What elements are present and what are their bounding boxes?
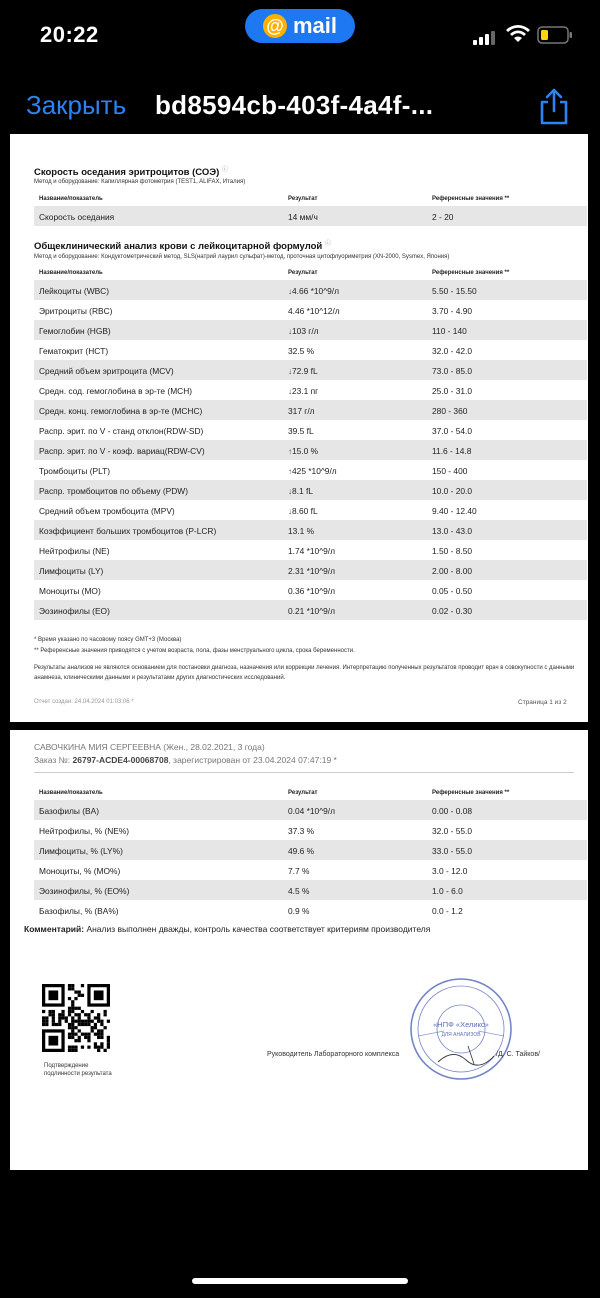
row-name: Средний объем эритроцита (MCV)	[39, 366, 174, 376]
row-result	[288, 426, 314, 436]
result-value: 32.5 %	[288, 346, 315, 356]
info-icon: ⓘ	[221, 167, 228, 173]
result-value: 49.6 %	[288, 846, 315, 856]
row-reference: 5.50 - 15.50	[432, 286, 477, 296]
arrow-down-icon: ↓	[288, 287, 292, 296]
row-reference: 9.40 - 12.40	[432, 506, 477, 516]
row-name: Гемоглобин (HGB)	[39, 326, 111, 336]
arrow-down-icon: ↓	[288, 327, 292, 336]
arrow-down-icon: ↓	[288, 487, 292, 496]
row-reference: 1.0 - 6.0	[432, 886, 463, 896]
row-reference: 73.0 - 85.0	[432, 366, 473, 376]
arrow-up-icon: ↑	[288, 447, 292, 456]
row-result	[288, 526, 314, 536]
row-reference: 11.6 - 14.8	[432, 446, 472, 456]
order-number: 26797-ACDE4-00068708	[72, 755, 169, 765]
row-name: Средн. сод. гемоглобина в эр-те (MCH)	[39, 386, 193, 396]
row-result	[288, 446, 318, 456]
lab-comment: Комментарий: Анализ выполнен дважды, контроль качества соответствует критериям производителя	[24, 924, 431, 934]
result-value: 0.36 *10^9/л	[288, 586, 336, 596]
row-result	[288, 586, 335, 596]
result-value: 103 г/л	[292, 326, 319, 336]
page-number: Страница 1 из 2	[518, 699, 567, 706]
timezone-note: * Время указано по часовому поясу GMT+3 (Москва)	[34, 637, 182, 643]
report-page-1	[10, 134, 588, 722]
mail-app-label: mail	[292, 13, 338, 38]
row-name: Моноциты (MO)	[39, 586, 101, 596]
nav-bar	[0, 82, 600, 134]
row-name: Гематокрит (HCT)	[39, 346, 109, 356]
stamp-sub-text: ДЛЯ АНАЛИЗОВ	[441, 1032, 481, 1038]
row-reference: 1.50 - 8.50	[432, 546, 473, 556]
status-bar	[0, 0, 600, 70]
row-result	[288, 466, 337, 476]
result-value: 8.1 fL	[292, 486, 313, 496]
arrow-up-icon: ↑	[288, 467, 292, 476]
table-row	[34, 280, 587, 300]
table-row	[34, 460, 587, 480]
close-button[interactable]: Закрыть	[26, 90, 127, 120]
table-row	[34, 420, 587, 440]
row-name: Эритроциты (RBC)	[39, 306, 113, 316]
row-reference: 13.0 - 43.0	[432, 526, 473, 536]
esr-table	[34, 192, 587, 226]
result-value: 8.60 fL	[292, 506, 318, 516]
lab-stamp-icon	[408, 976, 514, 1082]
row-reference: 10.0 - 20.0	[432, 486, 473, 496]
row-reference: 0.02 - 0.30	[432, 606, 473, 616]
row-name: Средн. конц. гемоглобина в эр-те (MCHC)	[39, 406, 203, 416]
table-row	[34, 340, 587, 360]
row-reference: 37.0 - 54.0	[432, 426, 473, 436]
share-icon[interactable]	[536, 86, 572, 126]
row-reference: 3.70 - 4.90	[432, 306, 473, 316]
cbc-method: Метод и оборудование: Кондуктометрический метод, SLS(натрий лаурил сульфат)-метод, проточная цитофлуориметрия (XN-2000, Sysmex, Япония)	[34, 254, 450, 260]
row-name: Лимфоциты (LY)	[39, 566, 104, 576]
home-indicator[interactable]	[192, 1278, 408, 1284]
signer-name: /Д. С. Тайков/	[496, 1051, 540, 1058]
row-result	[288, 506, 318, 516]
table-row	[34, 400, 587, 420]
table-row	[34, 440, 587, 460]
row-reference: 3.0 - 12.0	[432, 866, 468, 876]
table-row	[34, 580, 587, 600]
row-result	[288, 806, 335, 816]
info-icon: ⓘ	[324, 241, 331, 247]
row-result	[288, 606, 335, 616]
arrow-down-icon: ↓	[288, 387, 292, 396]
patient-info: САВОЧКИНА МИЯ СЕРГЕЕВНА (Жен., 28.02.2021, 3 года)	[34, 742, 265, 752]
row-reference: 0.0 - 1.2	[432, 906, 463, 916]
row-result	[288, 366, 318, 376]
row-result	[288, 326, 319, 336]
table-row	[34, 560, 587, 580]
row-name: Нейтрофилы (NE)	[39, 546, 110, 556]
row-name: Коэффициент больших тромбоцитов (P-LCR)	[39, 526, 217, 536]
table-row	[34, 600, 587, 620]
result-value: 13.1 %	[288, 526, 315, 536]
table-header: Название/показатель Результат Референсные значения **	[39, 196, 510, 202]
row-name: Лейкоциты (WBC)	[39, 286, 110, 296]
row-result	[288, 386, 318, 396]
row-reference: 0.05 - 0.50	[432, 586, 473, 596]
table-row	[34, 900, 587, 920]
row-name: Эозинофилы, % (EO%)	[39, 886, 130, 896]
row-name: Нейтрофилы, % (NE%)	[39, 826, 130, 836]
row-reference: 25.0 - 31.0	[432, 386, 473, 396]
status-time: 20:22	[40, 22, 99, 47]
row-name: Распр. эрит. по V - коэф. вариац(RDW-CV)	[39, 446, 205, 456]
row-result	[288, 346, 314, 356]
table-row	[34, 480, 587, 500]
esr-method: Метод и оборудование: Капиллярная фотометрия (TEST1, ALIFAX, Италия)	[34, 179, 246, 185]
row-result	[288, 406, 315, 416]
table-row	[34, 840, 587, 860]
table-header: Название/показатель Результат Референсные значения **	[39, 270, 510, 276]
row-reference: 32.0 - 55.0	[432, 826, 473, 836]
row-result	[288, 846, 314, 856]
table-row	[34, 860, 587, 880]
row-name: Средний объем тромбоцита (MPV)	[39, 506, 175, 516]
result-value: 37.3 %	[288, 826, 315, 836]
cbc-table	[34, 266, 587, 620]
table-row	[34, 880, 587, 900]
result-value: 1.74 *10^9/л	[288, 546, 336, 556]
row-reference: 0.00 - 0.08	[432, 806, 473, 816]
result-value: 0.9 %	[288, 906, 310, 916]
result-value: 317 г/л	[288, 406, 315, 416]
result-value: 2.31 *10^9/л	[288, 566, 336, 576]
row-result	[288, 826, 314, 836]
row-reference: 2.00 - 8.00	[432, 566, 473, 576]
row-name: Эозинофилы (EO)	[39, 606, 110, 616]
report-created: Отчет создан: 24.04.2024 01:03:06 *	[34, 699, 134, 705]
table-row	[34, 300, 587, 320]
arrow-down-icon: ↓	[288, 507, 292, 516]
result-value: 23.1 пг	[292, 386, 319, 396]
result-value: 425 *10^9/л	[292, 466, 337, 476]
row-result	[288, 866, 309, 876]
reference-note: ** Референсные значения приводятся с учетом возраста, пола, фазы менструального цикла, срока беременности.	[34, 648, 355, 654]
qr-code-icon[interactable]	[42, 984, 110, 1052]
row-result	[288, 546, 335, 556]
row-name: Моноциты, % (MO%)	[39, 866, 121, 876]
qr-caption: Подтверждение подлинности результата	[44, 1063, 112, 1077]
row-result	[288, 906, 309, 916]
report-page-2	[10, 730, 588, 1170]
row-reference: 33.0 - 55.0	[432, 846, 473, 856]
mail-at-icon: @	[263, 14, 287, 38]
row-reference: 280 - 360	[432, 406, 468, 416]
disclaimer: Результаты анализов не являются основанием для постановки диагноза, назначения или коррекции лечения. Интерпретацию полученных результатов проводит врач в совокупности с данными анамнеза, клиническими данными и результатами других диагностических исследований.	[34, 665, 575, 681]
row-name: Распр. эрит. по V - станд отклон(RDW-SD)	[39, 426, 204, 436]
table-header: Название/показатель Результат Референсные значения **	[39, 790, 510, 796]
signer-title: Руководитель Лабораторного комплекса	[267, 1051, 400, 1058]
row-reference: 32.0 - 42.0	[432, 346, 473, 356]
row-reference: 110 - 140	[432, 326, 467, 336]
table-row	[34, 540, 587, 560]
row-name: Тромбоциты (PLT)	[39, 466, 111, 476]
table-row	[34, 320, 587, 340]
row-result	[288, 886, 309, 896]
row-result	[288, 306, 340, 316]
table-row	[34, 500, 587, 520]
result-value: 0.21 *10^9/л	[288, 606, 336, 616]
cbc-section-title: Общеклинический анализ крови с лейкоцитарной формулой ⓘ	[34, 241, 331, 253]
result-value: 7.7 %	[288, 866, 310, 876]
row-reference: 150 - 400	[432, 466, 468, 476]
result-value: 15.0 %	[292, 446, 319, 456]
table-row: Скорость оседания 14 мм/ч 2 - 20	[34, 206, 587, 226]
stamp-center-text: «НПФ «Хеликс»	[433, 1020, 489, 1029]
table-row	[34, 800, 587, 820]
result-value: 0.04 *10^9/л	[288, 806, 336, 816]
row-name: Распр. тромбоцитов по объему (PDW)	[39, 486, 188, 496]
order-info: Заказ №: 26797-ACDE4-00068708, зарегистрирован от 23.04.2024 07:47:19 *	[34, 755, 337, 765]
divider	[34, 772, 574, 773]
table-row	[34, 380, 587, 400]
document-title: bd8594cb-403f-4a4f-...	[155, 90, 434, 120]
cellular-signal-icon	[473, 29, 497, 45]
row-result	[288, 286, 339, 296]
result-value: 4.66 *10^9/л	[292, 286, 340, 296]
result-value: 4.46 *10^12/л	[288, 306, 340, 316]
result-value: 72.9 fL	[292, 366, 318, 376]
table-row	[34, 520, 587, 540]
row-result	[288, 566, 335, 576]
row-result	[288, 486, 313, 496]
differential-table	[34, 786, 587, 920]
table-row	[34, 360, 587, 380]
result-value: 4.5 %	[288, 886, 310, 896]
row-name: Лимфоциты, % (LY%)	[39, 846, 123, 856]
arrow-down-icon: ↓	[288, 367, 292, 376]
result-value: 39.5 fL	[288, 426, 314, 436]
esr-section-title: Скорость оседания эритроцитов (СОЭ) ⓘ	[34, 167, 228, 179]
wifi-icon	[505, 24, 531, 44]
row-name: Базофилы (BA)	[39, 806, 100, 816]
battery-icon	[537, 25, 573, 45]
row-name: Базофилы, % (BA%)	[39, 906, 119, 916]
table-row	[34, 820, 587, 840]
mail-app-pill[interactable]	[245, 9, 355, 43]
